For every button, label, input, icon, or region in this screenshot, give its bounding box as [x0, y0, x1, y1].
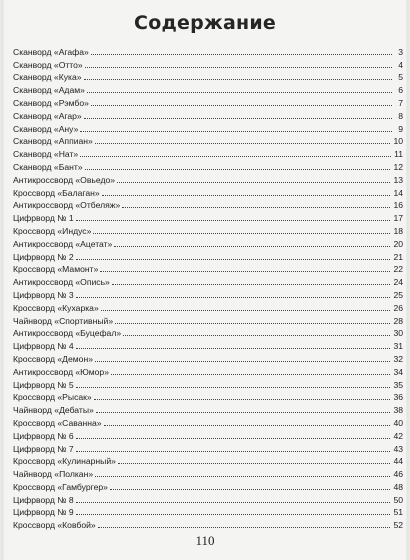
toc-entry-title: Сканворд «Агар»: [13, 110, 82, 121]
toc-entry[interactable]: [13, 479, 403, 492]
page-title: Содержание: [134, 12, 276, 34]
toc-entry-title: Цифрворд № 8: [13, 494, 74, 505]
dot-leader: [84, 78, 392, 80]
toc-entry-title: Цифрворд № 1: [13, 213, 74, 224]
dot-leader: [114, 245, 390, 247]
toc-entry-page: 13: [393, 174, 403, 185]
dot-leader: [76, 386, 391, 388]
toc-entry-title: Сканворд «Бант»: [13, 161, 83, 172]
toc-entry-page: 9: [398, 123, 403, 134]
toc-entry-title: Антикроссворд «Овьедо»: [13, 174, 116, 185]
toc-entry-title: Кроссворд «Саванна»: [13, 417, 102, 428]
toc-entry-page: 43: [393, 443, 403, 454]
toc-entry-page: 4: [398, 59, 403, 70]
toc-entry-title: Цифрворд № 7: [13, 443, 74, 454]
toc-entry[interactable]: [13, 390, 403, 403]
toc-entry-title: Антикроссворд «Ацетат»: [13, 238, 113, 249]
toc-entry[interactable]: [13, 505, 403, 518]
toc-entry[interactable]: [13, 492, 403, 505]
dot-leader: [95, 360, 390, 362]
toc-entry-page: 42: [393, 430, 403, 441]
toc-entry-title: Сканворд «Отто»: [13, 59, 83, 70]
toc-entry-title: Кроссворд «Балаган»: [13, 187, 100, 198]
dot-leader: [76, 347, 391, 349]
toc-entry-page: 20: [393, 238, 403, 249]
toc-entry-page: 32: [393, 353, 403, 364]
toc-entry-title: Антикроссворд «Отбеляж»: [13, 200, 121, 211]
page-number: 110: [195, 533, 215, 548]
dot-leader: [122, 206, 390, 208]
dot-leader: [101, 309, 391, 311]
toc-entry-title: Цифрворд № 5: [13, 379, 74, 390]
toc-entry-page: 35: [393, 379, 403, 390]
toc-entry-title: Кроссворд «Кулинарный»: [13, 456, 116, 467]
toc-entry[interactable]: [13, 146, 403, 159]
toc-entry[interactable]: [13, 454, 403, 467]
toc-entry[interactable]: [13, 313, 403, 326]
dot-leader: [76, 258, 391, 260]
toc-entry-title: Кроссворд «Мамонт»: [13, 264, 99, 275]
toc-entry-title: Кроссворд «Демон»: [13, 353, 93, 364]
toc-entry[interactable]: [13, 185, 403, 198]
toc-entry-title: Кроссворд «Кухарка»: [13, 302, 99, 313]
toc-entry-title: Сканворд «Аппиан»: [13, 136, 93, 147]
toc-entry-title: Чайнворд «Спортивный»: [13, 315, 114, 326]
dot-leader: [76, 437, 391, 439]
toc-entry[interactable]: [13, 172, 403, 185]
toc-entry-page: 24: [393, 277, 403, 288]
dot-leader: [84, 117, 392, 119]
dot-leader: [93, 232, 390, 234]
toc-entry-page: 26: [393, 302, 403, 313]
dot-leader: [95, 475, 390, 477]
dot-leader: [76, 501, 391, 503]
toc-entry-page: 48: [393, 481, 403, 492]
toc-entry-page: 40: [393, 417, 403, 428]
toc-entry-title: Сканворд «Нат»: [13, 149, 79, 160]
toc-entry-page: 3: [398, 46, 403, 57]
toc-entry-page: 22: [393, 264, 403, 275]
table-of-contents: [13, 44, 403, 530]
toc-entry-title: Цифрворд № 4: [13, 341, 74, 352]
toc-entry[interactable]: [13, 326, 403, 339]
toc-entry-page: 14: [393, 187, 403, 198]
dot-leader: [123, 334, 390, 336]
dot-leader: [118, 462, 391, 464]
toc-entry[interactable]: [13, 198, 403, 211]
toc-entry[interactable]: [13, 377, 403, 390]
dot-leader: [87, 91, 392, 93]
toc-entry-page: 44: [393, 456, 403, 467]
dot-leader: [102, 194, 391, 196]
dot-leader: [98, 526, 391, 528]
toc-entry-page: 38: [393, 405, 403, 416]
dot-leader: [80, 155, 391, 157]
toc-entry-page: 16: [393, 200, 403, 211]
dot-leader: [112, 283, 391, 285]
dot-leader: [111, 373, 390, 375]
dot-leader: [76, 450, 391, 452]
page-edge-right: [406, 0, 410, 560]
toc-entry-page: 30: [393, 328, 403, 339]
dot-leader: [76, 513, 391, 515]
toc-entry-page: 7: [398, 97, 403, 108]
toc-entry[interactable]: [13, 287, 403, 300]
toc-entry[interactable]: [13, 236, 403, 249]
toc-entry[interactable]: [13, 300, 403, 313]
toc-entry-page: 12: [393, 161, 403, 172]
toc-entry[interactable]: [13, 57, 403, 70]
toc-entry[interactable]: [13, 262, 403, 275]
toc-entry[interactable]: [13, 210, 403, 223]
toc-entry-page: 8: [398, 110, 403, 121]
toc-entry-page: 36: [393, 392, 403, 403]
toc-entry[interactable]: [13, 70, 403, 83]
toc-entry-title: Чайнворд «Полкан»: [13, 469, 94, 480]
toc-entry[interactable]: [13, 82, 403, 95]
toc-entry-title: Кроссворд «Рысак»: [13, 392, 92, 403]
toc-entry-page: 5: [398, 72, 403, 83]
dot-leader: [96, 411, 391, 413]
toc-entry[interactable]: [13, 364, 403, 377]
dot-leader: [115, 322, 390, 324]
toc-entry-page: 51: [393, 507, 403, 518]
toc-entry-title: Кроссворд «Гамбургер»: [13, 481, 108, 492]
toc-entry-title: Цифрворд № 9: [13, 507, 74, 518]
dot-leader: [91, 104, 392, 106]
dot-leader: [94, 398, 391, 400]
toc-entry-title: Сканворд «Адам»: [13, 85, 85, 96]
dot-leader: [95, 142, 391, 144]
toc-entry-page: 10: [393, 136, 403, 147]
toc-entry-title: Сканворд «Кука»: [13, 72, 82, 83]
page-edge-left: [0, 0, 4, 560]
dot-leader: [76, 296, 391, 298]
dot-leader: [80, 130, 392, 132]
toc-entry-title: Цифрворд № 3: [13, 289, 74, 300]
toc-entry[interactable]: [13, 95, 403, 108]
toc-entry[interactable]: [13, 274, 403, 287]
toc-entry-title: Антикроссворд «Опись»: [13, 277, 110, 288]
toc-entry-page: 17: [393, 213, 403, 224]
toc-entry[interactable]: [13, 428, 403, 441]
toc-entry-title: Антикроссворд «Юмор»: [13, 366, 109, 377]
toc-entry[interactable]: [13, 223, 403, 236]
toc-entry-page: 6: [398, 85, 403, 96]
toc-entry-page: 31: [393, 341, 403, 352]
toc-entry-title: Сканворд «Ану»: [13, 123, 79, 134]
toc-entry[interactable]: [13, 44, 403, 57]
toc-entry[interactable]: [13, 134, 403, 147]
toc-entry[interactable]: [13, 108, 403, 121]
toc-entry[interactable]: [13, 466, 403, 479]
dot-leader: [91, 53, 392, 55]
toc-entry[interactable]: [13, 249, 403, 262]
toc-entry-page: 18: [393, 225, 403, 236]
toc-entry[interactable]: [13, 441, 403, 454]
toc-entry-page: 46: [393, 469, 403, 480]
toc-entry-page: 21: [393, 251, 403, 262]
toc-entry-page: 28: [393, 315, 403, 326]
toc-entry-page: 50: [393, 494, 403, 505]
dot-leader: [110, 488, 391, 490]
toc-entry[interactable]: [13, 351, 403, 364]
dot-leader: [104, 424, 391, 426]
dot-leader: [117, 181, 390, 183]
toc-entry[interactable]: [13, 402, 403, 415]
toc-entry-page: 52: [393, 520, 403, 531]
toc-entry-title: Антикроссворд «Буцефал»: [13, 328, 122, 339]
toc-entry-title: Чайнворд «Дебаты»: [13, 405, 94, 416]
toc-entry-title: Сканворд «Рэмбо»: [13, 97, 89, 108]
dot-leader: [76, 219, 391, 221]
toc-entry-title: Цифрворд № 6: [13, 430, 74, 441]
toc-entry-title: Сканворд «Агафа»: [13, 46, 89, 57]
toc-entry-page: 25: [393, 289, 403, 300]
toc-entry-title: Кроссворд «Ковбой»: [13, 520, 96, 531]
toc-entry-title: Кроссворд «Индус»: [13, 225, 92, 236]
toc-entry[interactable]: [13, 338, 403, 351]
toc-entry[interactable]: [13, 415, 403, 428]
dot-leader: [100, 270, 390, 272]
toc-entry-title: Цифрворд № 2: [13, 251, 74, 262]
toc-entry[interactable]: [13, 517, 403, 530]
toc-entry-page: 34: [393, 366, 403, 377]
toc-entry[interactable]: [13, 159, 403, 172]
dot-leader: [85, 168, 391, 170]
toc-entry[interactable]: [13, 121, 403, 134]
toc-entry-page: 11: [394, 149, 403, 160]
dot-leader: [85, 66, 392, 68]
